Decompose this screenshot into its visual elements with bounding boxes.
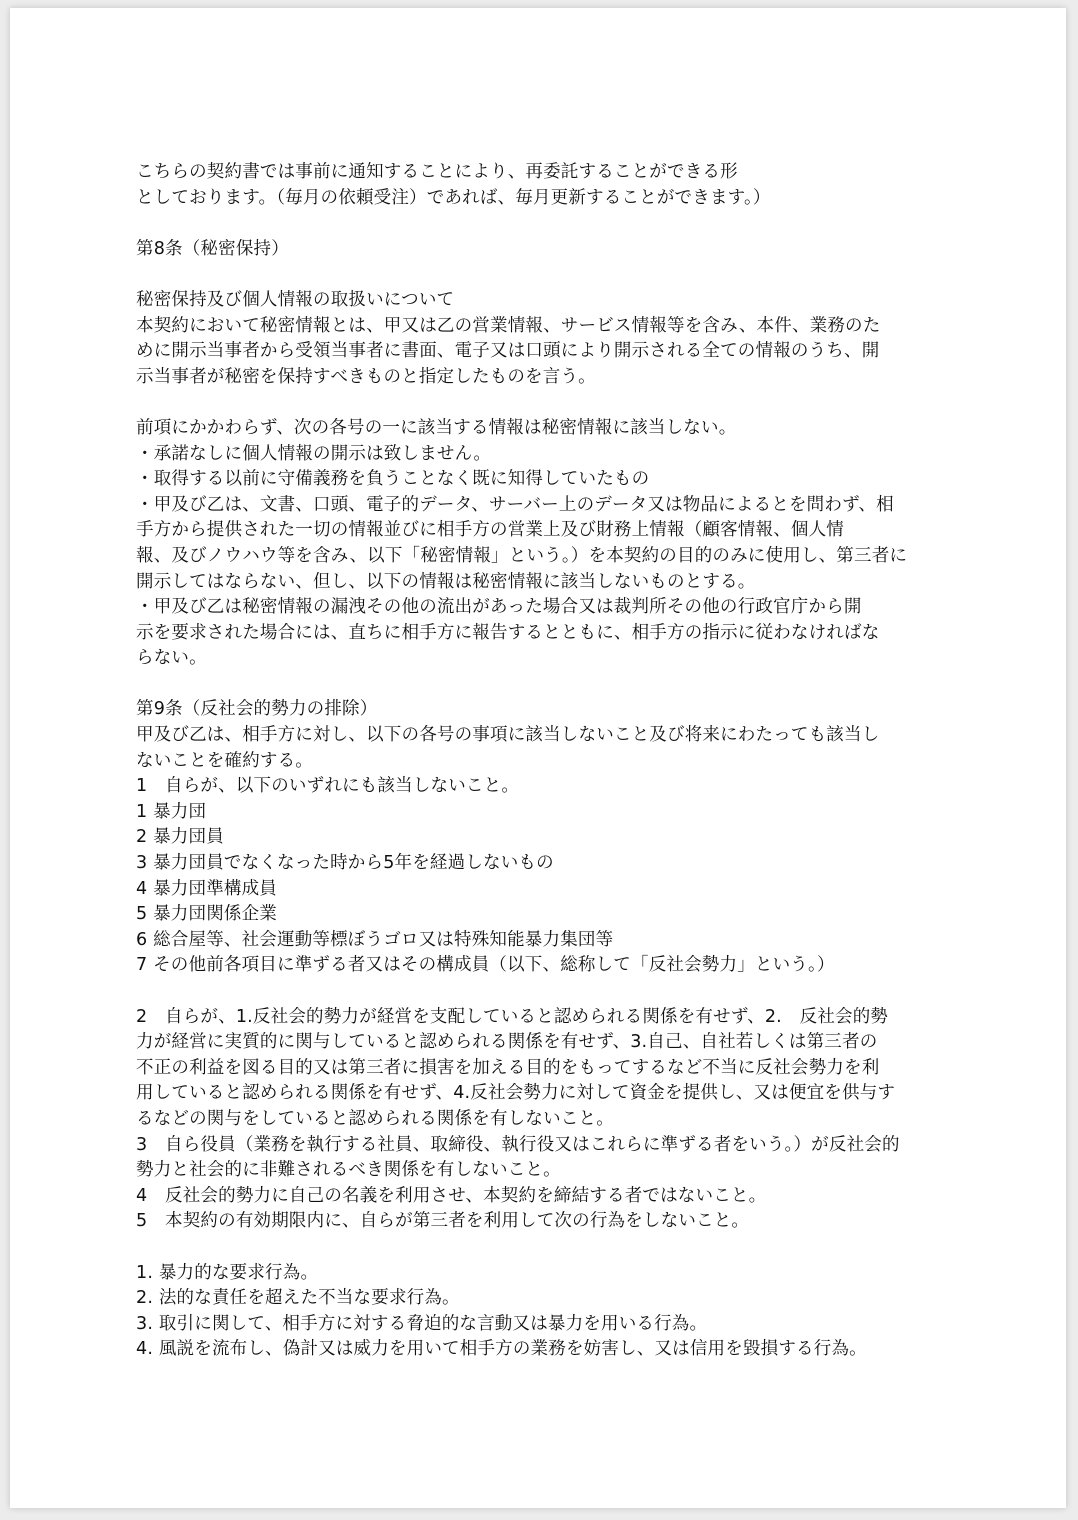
- clause-line: るなどの関与をしていると認められる関係を有しないこと。: [136, 1108, 614, 1129]
- clause-line: 2 自らが、1.反社会的勢力が経営を支配していると認められる関係を有せず、2. 反社会的勢: [136, 1006, 889, 1027]
- spacer: [136, 1235, 956, 1261]
- article-9-heading: 第9条（反社会的勢力の排除）: [136, 699, 378, 720]
- clause-line: 勢力と社会的に非難されるべき関係を有しないこと。: [136, 1160, 561, 1181]
- exception-line: 開示してはならない、但し、以下の情報は秘密情報に該当しないものとする。: [136, 571, 756, 592]
- exception-line: 手方から提供された一切の情報並びに相手方の営業上及び財務上情報（顧客情報、個人情: [136, 520, 844, 541]
- article-9-line: 7 その他前各項目に準ずる者又はその構成員（以下、総称して「反社会勢力」という。）: [136, 955, 835, 976]
- intro-line: としております。（毎月の依頼受注）であれば、毎月更新することができます。）: [136, 187, 771, 208]
- exception-line: 前項にかかわらず、次の各号の一に該当する情報は秘密情報に該当しない。: [136, 417, 737, 438]
- article-9-line: 3 暴力団員でなくなった時から5年を経過しないもの: [136, 853, 554, 874]
- spacer: [136, 390, 956, 416]
- article-9-line: 4 暴力団準構成員: [136, 878, 277, 899]
- prohibited-act: 1. 暴力的な要求行為。: [136, 1262, 319, 1283]
- spacer: [136, 672, 956, 698]
- prohibited-act: 3. 取引に関して、相手方に対する脅迫的な言動又は暴力を用いる行為。: [136, 1313, 708, 1334]
- exception-line: 報、及びノウハウ等を含み、以下「秘密情報」という。）を本契約の目的のみに使用し、第三者に: [136, 545, 908, 566]
- article-9-line: ないことを確約する。: [136, 750, 313, 771]
- exception-line: 示を要求された場合には、直ちに相手方に報告するとともに、相手方の指示に従わなければな: [136, 622, 880, 643]
- article-9-line: 5 暴力団関係企業: [136, 904, 277, 925]
- article-9-line: 甲及び乙は、相手方に対し、以下の各号の事項に該当しないこと及び将来にわたっても該当し: [136, 725, 880, 746]
- definition-line: めに開示当事者から受領当事者に書面、電子又は口頭により開示される全ての情報のうち、開: [136, 341, 880, 362]
- spacer: [136, 979, 956, 1005]
- exception-line: ・甲及び乙は、文書、口頭、電子的データ、サーバー上のデータ又は物品によるとを問わず、相: [136, 494, 894, 515]
- prohibited-act: 4. 風説を流布し、偽計又は威力を用いて相手方の業務を妨害し、又は信用を毀損する行為。: [136, 1339, 867, 1360]
- clause-line: 3 自ら役員（業務を執行する社員、取締役、執行役又はこれらに準ずる者をいう。）が反社会的: [136, 1134, 900, 1155]
- article-9-line: 6 総合屋等、社会運動等標ぼうゴロ又は特殊知能暴力集団等: [136, 929, 614, 950]
- definition-line: 示当事者が秘密を保持すべきものと指定したものを言う。: [136, 366, 596, 387]
- document-page: [10, 8, 1066, 1508]
- document-body: [136, 160, 956, 1363]
- article-9-line: 1 暴力団: [136, 801, 207, 822]
- article-9-line: 1 自らが、以下のいずれにも該当しないこと。: [136, 776, 520, 797]
- prohibited-act: 2. 法的な責任を超えた不当な要求行為。: [136, 1288, 460, 1309]
- definition-line: 本契約において秘密情報とは、甲又は乙の営業情報、サービス情報等を含み、本件、業務のた: [136, 315, 881, 336]
- exception-line: ・取得する以前に守備義務を負うことなく既に知得していたもの: [136, 469, 650, 490]
- spacer: [136, 262, 956, 288]
- clause-line: 5 本契約の有効期限内に、自らが第三者を利用して次の行為をしないこと。: [136, 1211, 750, 1232]
- intro-line: こちらの契約書では事前に通知することにより、再委託することができる形: [136, 162, 738, 182]
- exception-line: ・甲及び乙は秘密情報の漏洩その他の流出があった場合又は裁判所その他の行政官庁から開: [136, 597, 862, 618]
- clause-line: 用していると認められる関係を有せず、4.反社会勢力に対して資金を提供し、又は便宜を供与す: [136, 1083, 896, 1104]
- article-9-line: 2 暴力団員: [136, 827, 224, 848]
- clause-line: 不正の利益を図る目的又は第三者に損害を加える目的をもってするなど不当に反社会勢力を利: [136, 1057, 880, 1078]
- clause-line: 力が経営に実質的に関与していると認められる関係を有せず、3.自己、自社若しくは第三者の: [136, 1032, 878, 1053]
- exception-line: ・承諾なしに個人情報の開示は致しません。: [136, 443, 492, 464]
- spacer: [136, 211, 956, 237]
- exception-line: らない。: [136, 648, 207, 669]
- article-8-subheading: 秘密保持及び個人情報の取扱いについて: [136, 289, 455, 310]
- article-8-heading: 第8条（秘密保持）: [136, 238, 289, 259]
- clause-line: 4 反社会的勢力に自己の名義を利用させ、本契約を締結する者ではないこと。: [136, 1185, 767, 1206]
